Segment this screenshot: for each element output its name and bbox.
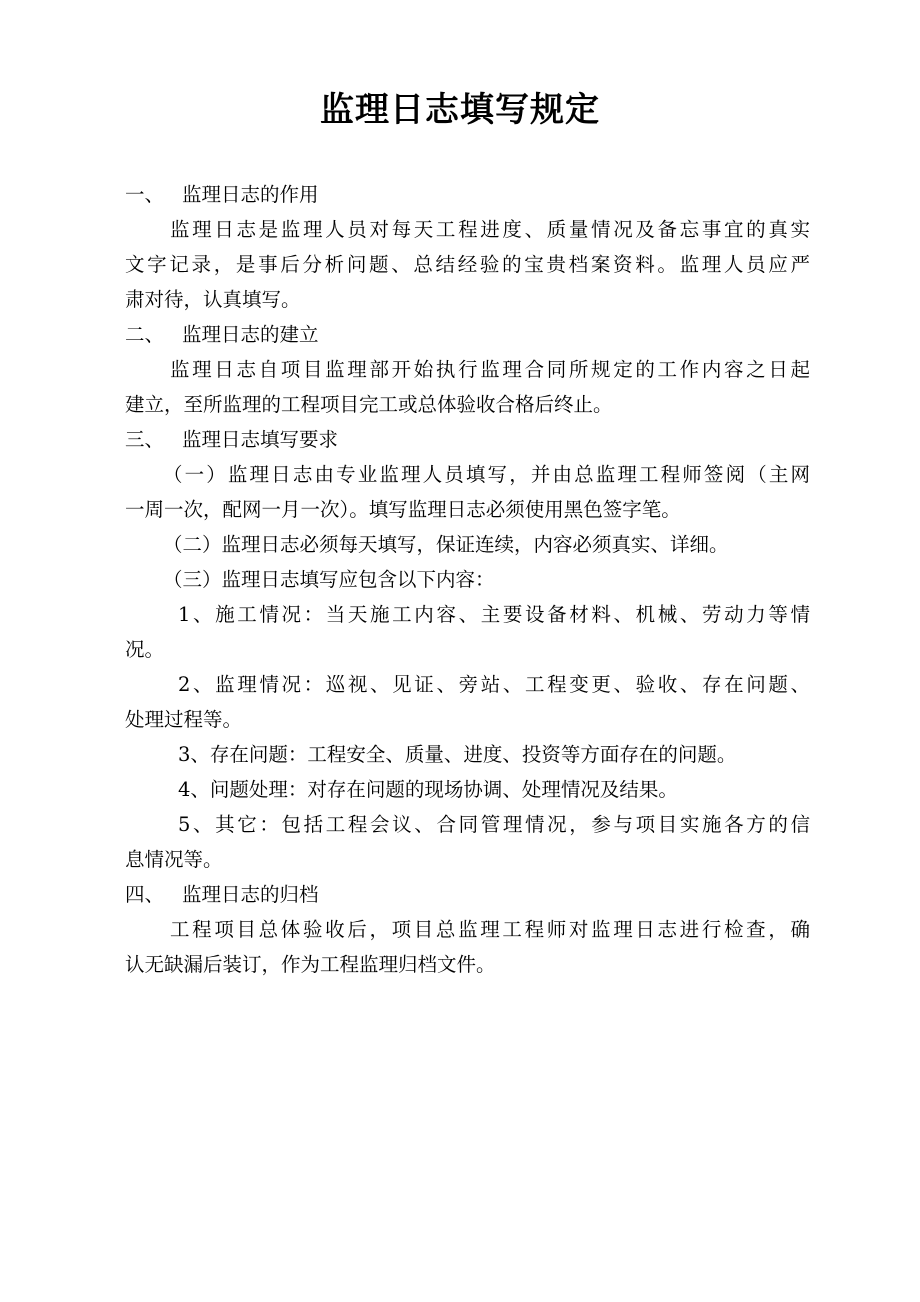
- paragraph-line: 建立，至所监理的工程项目完工或总体验收合格后终止。: [125, 393, 613, 416]
- list-item-line: 1、施工情况：当天施工内容、主要设备材料、机械、劳动力等情: [178, 603, 810, 626]
- section-paragraph-4: [125, 912, 810, 982]
- list-item-line: 况。: [125, 638, 165, 661]
- sub-clause-line: 一周一次，配网一月一次）。填写监理日志必须使用黑色签字笔。: [125, 498, 681, 521]
- list-item-line: 3、存在问题：工程安全、质量、进度、投资等方面存在的问题。: [178, 743, 737, 766]
- list-item-line: 处理过程等。: [125, 708, 243, 731]
- paragraph-line: 监理日志自项目监理部开始执行监理合同所规定的工作内容之日起: [170, 358, 810, 381]
- list-item-3: [125, 737, 810, 772]
- section-heading-text: 监理日志的归档: [182, 883, 319, 906]
- section-paragraph-2: [125, 352, 810, 422]
- paragraph-line: 认无缺漏后装订，作为工程监理归档文件。: [125, 953, 496, 976]
- section-heading-text: 监理日志填写要求: [182, 428, 339, 451]
- list-item-1: [125, 597, 810, 667]
- sub-clause-2: [125, 527, 810, 562]
- paragraph-line: 肃对待，认真填写。: [125, 288, 301, 311]
- list-item-2: [125, 667, 810, 737]
- sub-clause-1: [125, 457, 810, 527]
- section-heading-4: [125, 877, 810, 912]
- sub-clause-3: [125, 562, 810, 597]
- document-body: [125, 177, 810, 982]
- section-number: 三、: [125, 428, 165, 451]
- sub-clause-line: （三）监理日志填写应包含以下内容：: [163, 568, 495, 591]
- list-item-5: [125, 807, 810, 877]
- section-paragraph-1: [125, 212, 810, 317]
- paragraph-line: 工程项目总体验收后，项目总监理工程师对监理日志进行检查，确: [170, 918, 810, 941]
- section-heading-text: 监理日志的作用: [182, 183, 319, 206]
- sub-clause-line: （二）监理日志必须每天填写，保证连续，内容必须真实、详细。: [163, 533, 729, 556]
- paragraph-line: 文字记录，是事后分析问题、总结经验的宝贵档案资料。监理人员应严: [125, 253, 810, 276]
- section-heading-2: [125, 317, 810, 352]
- section-heading-1: [125, 177, 810, 212]
- sub-clause-line: （一）监理日志由专业监理人员填写，并由总监理工程师签阅（主网: [163, 463, 810, 486]
- section-heading-text: 监理日志的建立: [182, 323, 319, 346]
- section-number: 一、: [125, 183, 165, 206]
- section-number: 四、: [125, 883, 165, 906]
- section-number: 二、: [125, 323, 165, 346]
- list-item-line: 5、其它：包括工程会议、合同管理情况，参与项目实施各方的信: [178, 813, 810, 836]
- paragraph-line: 监理日志是监理人员对每天工程进度、质量情况及备忘事宜的真实: [170, 218, 810, 241]
- list-item-4: [125, 772, 810, 807]
- list-item-line: 息情况等。: [125, 848, 223, 871]
- section-heading-3: [125, 422, 810, 457]
- document-title: 监理日志填写规定: [320, 90, 600, 130]
- list-item-line: 2、监理情况：巡视、见证、旁站、工程变更、验收、存在问题、: [178, 673, 810, 696]
- list-item-line: 4、问题处理：对存在问题的现场协调、处理情况及结果。: [178, 778, 678, 801]
